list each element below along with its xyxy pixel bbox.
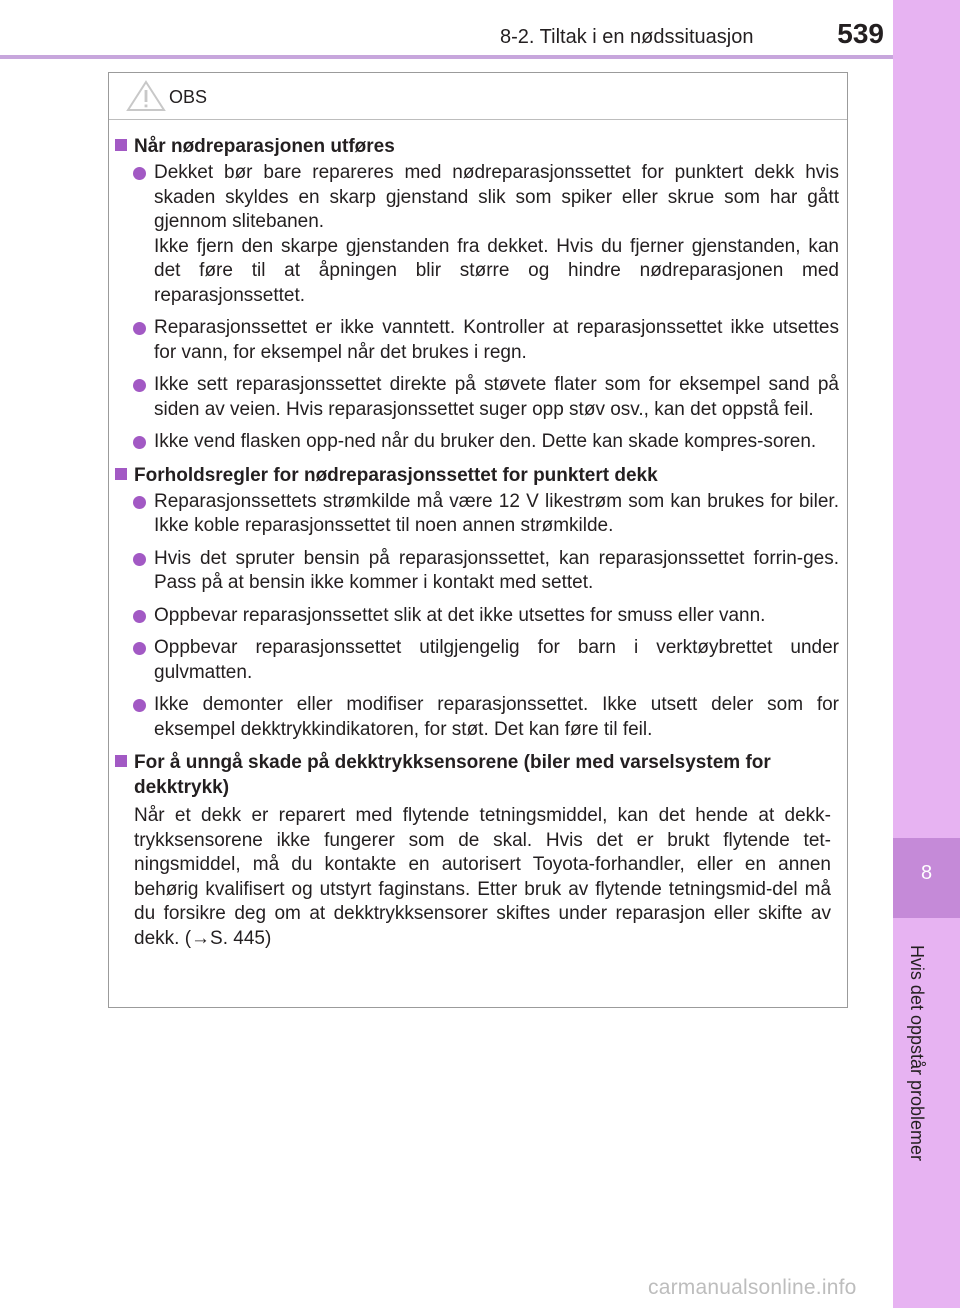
chapter-title: Hvis det oppstår problemer — [906, 944, 927, 1162]
circle-bullet-icon — [133, 322, 146, 335]
caution-header — [109, 73, 847, 120]
page-reference-link[interactable]: S. 445) — [210, 927, 272, 949]
circle-bullet-icon — [133, 699, 146, 712]
section-kit-precautions — [109, 463, 849, 743]
watermark: carmanualsonline.info — [648, 1276, 857, 1299]
header-section-title: 8-2. Tiltak i en nødssituasjon — [500, 26, 754, 48]
caution-label: OBS — [169, 87, 208, 107]
paragraph: Når et dekk er reparert med flytende tetningsmiddel, kan det hende at dekk-trykksensorene ikke fungerer som de skal. Hvis det er brukt flytende tet-ningsmiddel, må du kontakte en autorisert Toyota-forhandler, eller en annen behørig kvalifisert og utstyrt faginstans. Etter bruk av flytende tetningsmid-del må du forsikre deg om at dekktrykksensorer skiftes under reparasjon eller skifte av dekk. (→S. 445) — [134, 805, 831, 949]
section-heading: Forholdsregler for nødreparasjonssettet for punktert dekk — [109, 463, 839, 488]
caution-body — [109, 134, 849, 959]
arrow-right-icon: → — [191, 927, 211, 949]
square-bullet-icon — [115, 755, 127, 767]
square-bullet-icon — [115, 139, 127, 151]
caution-box — [108, 72, 848, 1008]
circle-bullet-icon — [133, 496, 146, 509]
list-item: Dekket bør bare repareres med nødreparasjonssettet for punktert dekk hvis skaden skyldes en skarp gjenstand slik som spiker eller skrue som har gått gjennom slitebanen. Ikke fjern den skarpe gjenstanden fra dekket. Hvis du fjerner gjenstanden, kan det føre til at åpningen blir større og hindre nødreparasjonen med reparasjonssettet. — [109, 161, 839, 308]
chapter-title-wrap — [893, 928, 960, 1178]
list-item: Oppbevar reparasjonssettet slik at det ikke utsettes for smuss eller vann. — [109, 604, 839, 629]
list-item: Reparasjonssettet er ikke vanntett. Kontroller at reparasjonssettet ikke utsettes for vann, for eksempel når det brukes i regn. — [109, 316, 839, 365]
section-tpms-sensors — [109, 750, 849, 951]
section-heading: For å unngå skade på dekktrykksensorene (biler med varselsystem for dekktrykk) — [109, 750, 839, 800]
list-item: Oppbevar reparasjonssettet utilgjengelig for barn i verktøybrettet under gulvmatten. — [109, 636, 839, 685]
page-number: 539 — [837, 18, 884, 49]
list-item: Ikke vend flasken opp-ned når du bruker den. Dette kan skade kompres-soren. — [109, 430, 839, 455]
circle-bullet-icon — [133, 167, 146, 180]
list-item: Reparasjonssettets strømkilde må være 12 V likestrøm som kan brukes for biler. Ikke koble reparasjonssettet til noen annen strømkilde. — [109, 490, 839, 539]
circle-bullet-icon — [133, 642, 146, 655]
circle-bullet-icon — [133, 436, 146, 449]
warning-triangle-icon — [126, 80, 166, 112]
list-item: Ikke demonter eller modifiser reparasjonssettet. Ikke utsett deler som for eksempel dekktrykkindikatoren, for støt. Det kan føre til feil. — [109, 693, 839, 742]
section-emergency-repair — [109, 134, 849, 455]
square-bullet-icon — [115, 468, 127, 480]
header-rule — [0, 55, 893, 59]
list-item: Hvis det spruter bensin på reparasjonssettet, kan reparasjonssettet forrin-ges. Pass på at bensin ikke kommer i kontakt med settet. — [109, 547, 839, 596]
section-heading: Når nødreparasjonen utføres — [109, 134, 839, 159]
circle-bullet-icon — [133, 610, 146, 623]
circle-bullet-icon — [133, 553, 146, 566]
circle-bullet-icon — [133, 379, 146, 392]
chapter-number: 8 — [920, 862, 933, 884]
list-item: Ikke sett reparasjonssettet direkte på støvete flater som for eksempel sand på siden av veien. Hvis reparasjonssettet suger opp støv osv., kan det oppstå feil. — [109, 373, 839, 422]
